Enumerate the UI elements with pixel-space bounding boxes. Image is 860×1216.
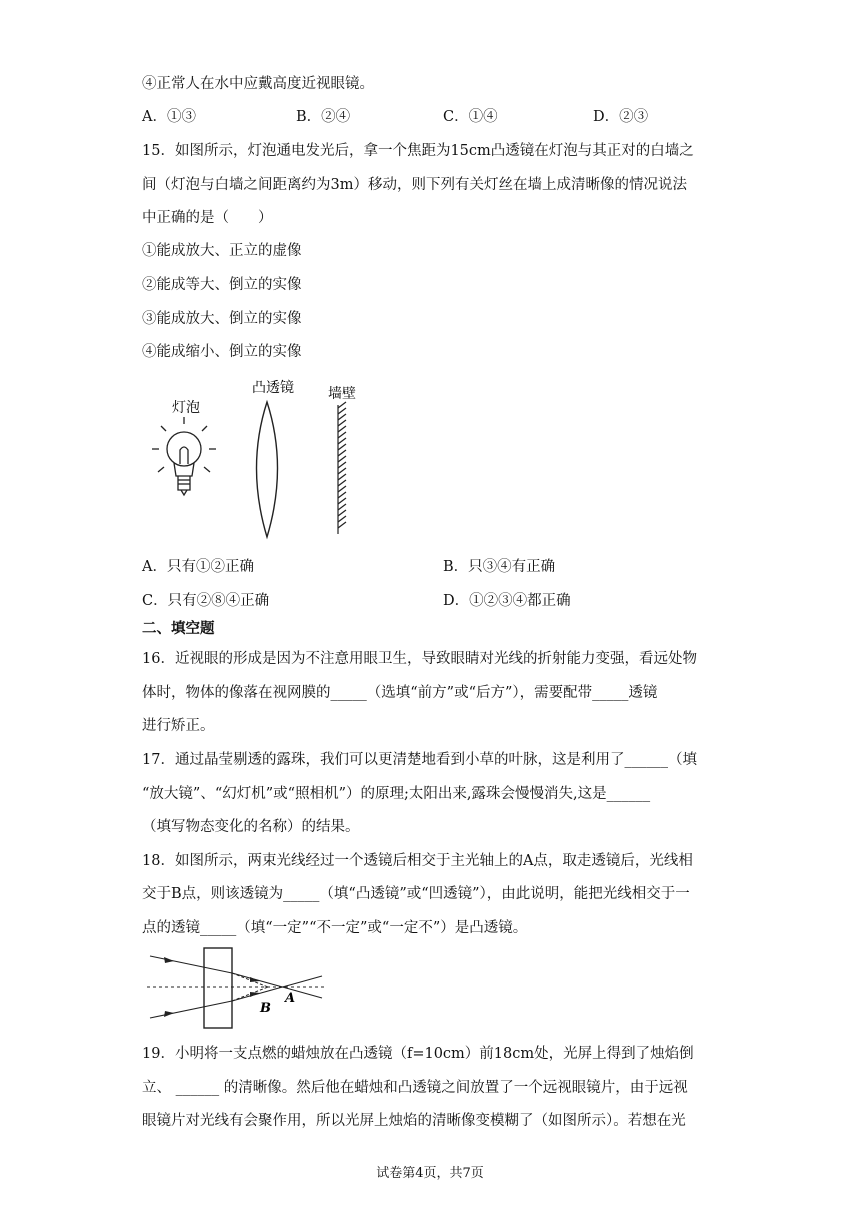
q14-option-b: B．②④: [296, 109, 351, 125]
wall-hatch-line: [338, 510, 346, 516]
ray-upper: [150, 956, 232, 973]
arrow-icon: [164, 957, 174, 963]
page-footer: 试卷第4页，共7页: [376, 1166, 484, 1181]
q16-line-2: 体时，物体的像落在视网膜的_____（选填“前方”或“后方”），需要配带_____透镜: [142, 685, 658, 701]
q14-option-a: A．①③: [142, 109, 196, 125]
q15-option-b: B．只③④有正确: [443, 559, 556, 575]
wall-hatch-line: [338, 432, 346, 438]
wall-hatch-line: [338, 474, 346, 480]
q15-stem-line-1: 15．如图所示，灯泡通电发光后，拿一个焦距为15cm凸透镜在灯泡与其正对的白墙之: [142, 143, 694, 159]
wall-hatch-line: [338, 426, 346, 432]
q19-line-3: 眼镜片对光线有会聚作用，所以光屏上烛焰的清晰像变模糊了（如图所示）。若想在光: [142, 1113, 686, 1129]
q15-stem-line-3: 中正确的是（ ）: [142, 210, 273, 226]
q18-figure: [142, 946, 332, 1032]
q15-figure: [142, 372, 372, 542]
q16-line-1: 16．近视眼的形成是因为不注意用眼卫生，导致眼睛对光线的折射能力变强，看远处物: [142, 651, 697, 667]
q15-statement-2: ②能成等大、倒立的实像: [142, 277, 302, 293]
wall-hatch-line: [338, 456, 346, 462]
q15-option-c: C．只有②⑧④正确: [142, 593, 270, 609]
section-title: 二、填空题: [142, 621, 215, 637]
q18-line-1: 18．如图所示，两束光线经过一个透镜后相交于主光轴上的A点，取走透镜后，光线相: [142, 853, 693, 869]
q15-option-a: A．只有①②正确: [142, 559, 254, 575]
q15-option-d: D．①②③④都正确: [443, 593, 571, 609]
ray-lower: [150, 1001, 232, 1018]
wall-hatch-line: [338, 492, 346, 498]
q17-line-1: 17．通过晶莹剔透的露珠，我们可以更清楚地看到小草的叶脉，这是利用了______（填: [142, 752, 697, 768]
lens-rectangle: [204, 948, 232, 1028]
point-a-label: A: [285, 991, 296, 1006]
q19-line-1: 19．小明将一支点燃的蜡烛放在凸透镜（f=10cm）前18cm处，光屏上得到了烛焰倒: [142, 1046, 694, 1062]
q17-line-3: （填写物态变化的名称）的结果。: [142, 819, 360, 835]
wall-hatch-line: [338, 522, 346, 528]
q18-line-3: 点的透镜_____（填“一定”“不一定”或“一定不”）是凸透镜。: [142, 920, 528, 936]
wall-hatch-line: [338, 402, 346, 408]
arrow-icon: [164, 1011, 174, 1017]
q15-statement-3: ③能成放大、倒立的实像: [142, 311, 302, 327]
q15-statement-1: ①能成放大、正立的虚像: [142, 243, 302, 259]
wall-hatch-line: [338, 450, 346, 456]
q19-line-2: 立、 ______ 的清晰像。然后他在蜡烛和凸透镜之间放置了一个远视眼镜片，由于远视: [142, 1080, 688, 1096]
q18-line-2: 交于B点，则该透镜为_____（填“凸透镜”或“凹透镜”），由此说明，能把光线相交于一: [142, 886, 690, 902]
wall-hatch-line: [338, 438, 346, 444]
wall-hatch-line: [338, 480, 346, 486]
q14-option-d: D．②③: [593, 109, 649, 125]
point-b-label: B: [260, 1001, 271, 1016]
wall-label: 墙壁: [328, 386, 356, 402]
wall-hatch-line: [338, 498, 346, 504]
wall-hatch-line: [338, 408, 346, 414]
q15-statement-4: ④能成缩小、倒立的实像: [142, 344, 302, 360]
wall-hatch-line: [338, 468, 346, 474]
wall-hatch-line: [338, 504, 346, 510]
wall-hatch-line: [338, 516, 346, 522]
arrow-icon: [250, 977, 260, 982]
arrow-icon: [250, 992, 260, 997]
wall-hatch-line: [338, 420, 346, 426]
q14-statement-4: ④正常人在水中应戴高度近视眼镜。: [142, 76, 374, 92]
wall-shape: [338, 402, 346, 534]
convex-lens-shape: [257, 402, 278, 537]
wall-hatch-line: [338, 414, 346, 420]
bulb-icon: [152, 417, 216, 495]
lens-label: 凸透镜: [252, 380, 294, 396]
q15-stem-line-2: 间（灯泡与白墙之间距离约为3m）移动，则下列有关灯丝在墙上成清晰像的情况说法: [142, 177, 687, 193]
bulb-label: 灯泡: [172, 400, 200, 416]
q17-line-2: “放大镜”、“幻灯机”或“照相机”）的原理;太阳出来,露珠会慢慢消失,这是______: [142, 786, 651, 802]
q14-option-c: C．①④: [443, 109, 498, 125]
q16-line-3: 进行矫正。: [142, 718, 215, 734]
wall-hatch-line: [338, 444, 346, 450]
wall-hatch-line: [338, 486, 346, 492]
wall-hatch-line: [338, 462, 346, 468]
